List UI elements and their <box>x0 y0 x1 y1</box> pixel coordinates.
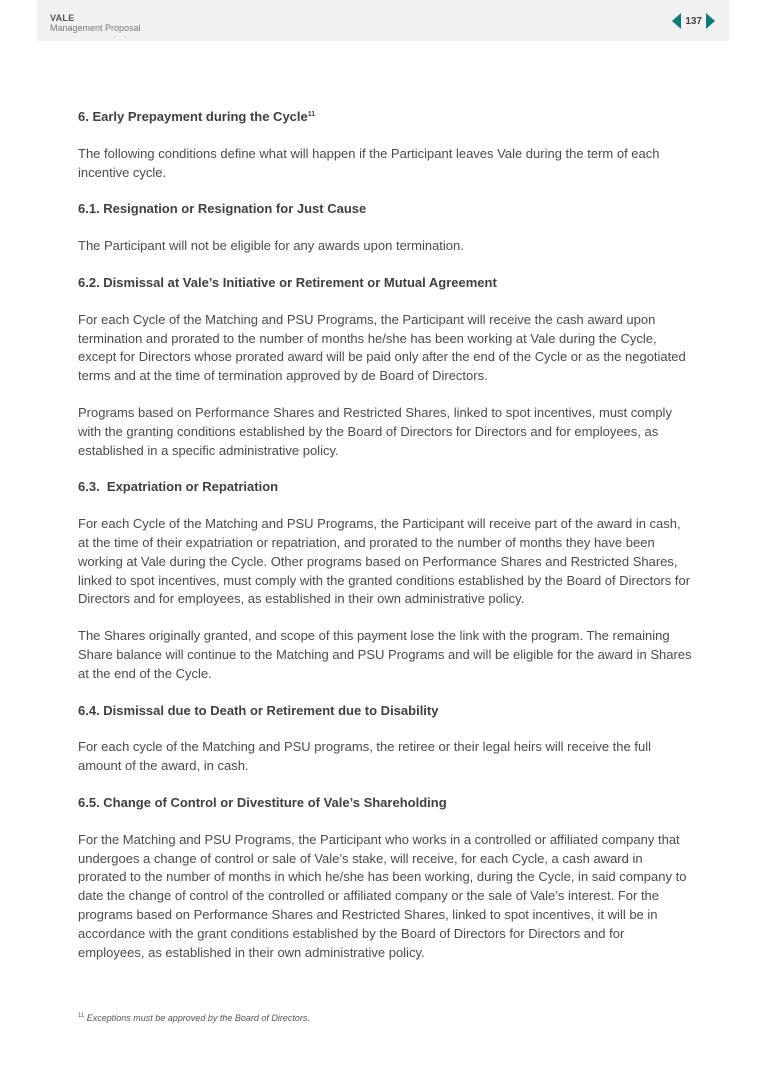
brand-block <box>50 13 141 34</box>
paragraph: The Shares originally granted, and scope of this payment lose the link with the program. The remaining Share balance will continue to the Matching and PSU Programs and will be eligible for the award in Shares at the end of the Cycle. <box>78 628 692 681</box>
previous-page-icon[interactable] <box>672 13 681 29</box>
section-intro: The following conditions define what will happen if the Participant leaves Vale during the term of each incentive cycle. <box>78 145 660 180</box>
paragraph: For each Cycle of the Matching and PSU Programs, the Participant will receive the cash award upon termination and prorated to the number of months he/she has been working at Vale during the Cycle, except for Directors whose prorated award will be paid only after the end of the Cycle or as the negotiated terms and at the time of termination approved by de Board of Directors. <box>78 311 686 384</box>
footnote-ref[interactable]: 11 <box>307 111 316 118</box>
document-subtitle: Management Proposal <box>50 23 141 33</box>
subsection-heading-6-4: 6.4. Dismissal due to Death or Retirement due to Disability <box>78 702 439 718</box>
subsection-heading-6-3: 6.3. Expatriation or Repatriation <box>78 479 279 495</box>
footnote-text: Exceptions must be approved by the Board of Directors. <box>86 1013 310 1023</box>
subsection-heading-6-5: 6.5. Change of Control or Divestiture of Vale’s Shareholding <box>78 794 447 810</box>
paragraph: For each Cycle of the Matching and PSU Programs, the Participant will receive part of the award in cash, at the time of their expatriation or repatriation, and prorated to the number of months they have been working at Vale during the Cycle. Other programs based on Performance Shares and Restricted Shares, linked to spot incentives, must comply with the granted conditions established by the Board of Directors for Directors and for employees, as established in their own administrative policy. <box>78 516 691 607</box>
page-header <box>37 0 729 41</box>
footnote-number: 11 <box>78 1013 85 1019</box>
page-number: 137 <box>685 15 702 27</box>
section-heading <box>78 108 693 127</box>
subsection-heading-6-2: 6.2. Dismissal at Vale’s Initiative or Retirement or Mutual Agreement <box>78 274 497 290</box>
brand-name: VALE <box>50 13 75 23</box>
page-navigator <box>672 13 715 29</box>
subsection-heading-6-1: 6.1. Resignation or Resignation for Just Cause <box>78 201 367 217</box>
paragraph: For the Matching and PSU Programs, the Participant who works in a controlled or affiliated company that undergoes a change of control or sale of Vale’s stake, will receive, for each Cycle, a cash award in prorated to the number of months in which he/she has been working, during the Cycle, in said company to date the change of control of the controlled or affiliated company or the sale of Vale’s interest. For the programs based on Performance Shares and Restricted Shares, linked to spot incentives, it will be in accordance with the grant conditions established by the Board of Directors for Directors and for employees, as established in their own administrative policy. <box>78 831 687 960</box>
paragraph: The Participant will not be eligible for any awards upon termination. <box>78 238 464 254</box>
paragraph: Programs based on Performance Shares and Restricted Shares, linked to spot incentives, must comply with the granting conditions established by the Board of Directors for Directors and for employees, as established in a specific administrative policy. <box>78 404 672 458</box>
paragraph: For each cycle of the Matching and PSU programs, the retiree or their legal heirs will receive the full amount of the award, in cash. <box>78 739 651 774</box>
footnote <box>78 1013 693 1023</box>
document-body <box>78 108 693 980</box>
section-title: 6. Early Prepayment during the Cycle <box>78 109 308 124</box>
next-page-icon[interactable] <box>706 13 715 29</box>
